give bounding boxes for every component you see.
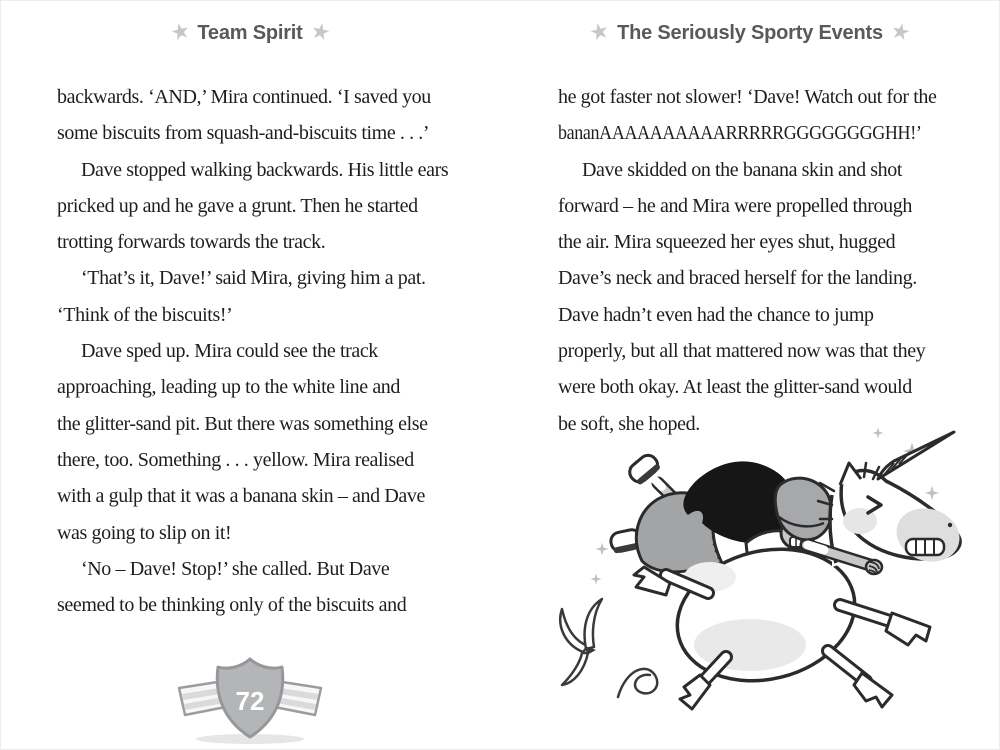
left-text-column	[57, 79, 482, 623]
banana-skin	[560, 599, 602, 685]
text-line: there, too. Something . . . yellow. Mira realised	[57, 448, 414, 471]
text-line: Dave stopped walking backwards. His little ears	[81, 158, 449, 181]
unicorn-nostril	[948, 523, 952, 527]
right-running-head	[500, 21, 1000, 45]
text-line: properly, but all that mattered now was that they	[558, 340, 926, 363]
text-line: the air. Mira squeezed her eyes shut, hugged	[558, 231, 896, 254]
text-line: with a gulp that it was a banana skin – and Dave	[57, 485, 425, 508]
star-icon: ★	[588, 20, 611, 45]
right-page	[500, 0, 1000, 750]
text-line: some biscuits from squash-and-biscuits time . . .’	[57, 122, 430, 145]
star-icon: ★	[889, 20, 911, 45]
text-line: ‘That’s it, Dave!’ said Mira, giving him a pat.	[81, 267, 426, 290]
text-line: seemed to be thinking only of the biscuits and	[57, 594, 407, 617]
text-line: Dave sped up. Mira could see the track	[81, 340, 378, 363]
text-line: bananAAAAAAAAAARRRRRGGGGGGGGHH!’	[558, 122, 922, 145]
star-icon: ★	[309, 20, 331, 45]
text-line: trotting forwards towards the track.	[57, 231, 326, 254]
text-line: ‘Think of the biscuits!’	[57, 303, 233, 326]
text-line: backwards. ‘AND,’ Mira continued. ‘I saved you	[57, 86, 431, 108]
right-chapter-title: The Seriously Sporty Events	[617, 22, 883, 44]
text-line: were both okay. At least the glitter-sand would	[558, 376, 912, 399]
text-line: was going to slip on it!	[57, 521, 232, 544]
text-line: ‘No – Dave! Stop!’ she called. But Dave	[81, 557, 390, 580]
text-line: he got faster not slower! ‘Dave! Watch out for the	[558, 86, 937, 108]
text-line: approaching, leading up to the white line and	[57, 376, 401, 399]
page-number-badge	[165, 648, 335, 746]
left-chapter-title: Team Spirit	[197, 22, 303, 44]
text-line: be soft, she hoped.	[558, 412, 700, 435]
unicorn-horn-icon	[878, 432, 954, 479]
text-line: forward – he and Mira were propelled through	[558, 194, 912, 217]
text-line: Dave skidded on the banana skin and shot	[582, 158, 903, 181]
text-line: Dave’s neck and braced herself for the landing.	[558, 267, 917, 290]
motion-swirl	[618, 669, 657, 697]
text-line: pricked up and he gave a grunt. Then he started	[57, 194, 418, 217]
left-running-head	[0, 21, 500, 45]
unicorn-illustration	[540, 425, 1000, 745]
star-icon: ★	[169, 20, 191, 45]
right-text-column	[558, 79, 983, 442]
horn-stripes	[884, 452, 910, 475]
page-number: 72	[235, 686, 265, 716]
text-line: Dave hadn’t even had the chance to jump	[558, 303, 874, 326]
text-line: the glitter-sand pit. But there was something else	[57, 412, 428, 435]
